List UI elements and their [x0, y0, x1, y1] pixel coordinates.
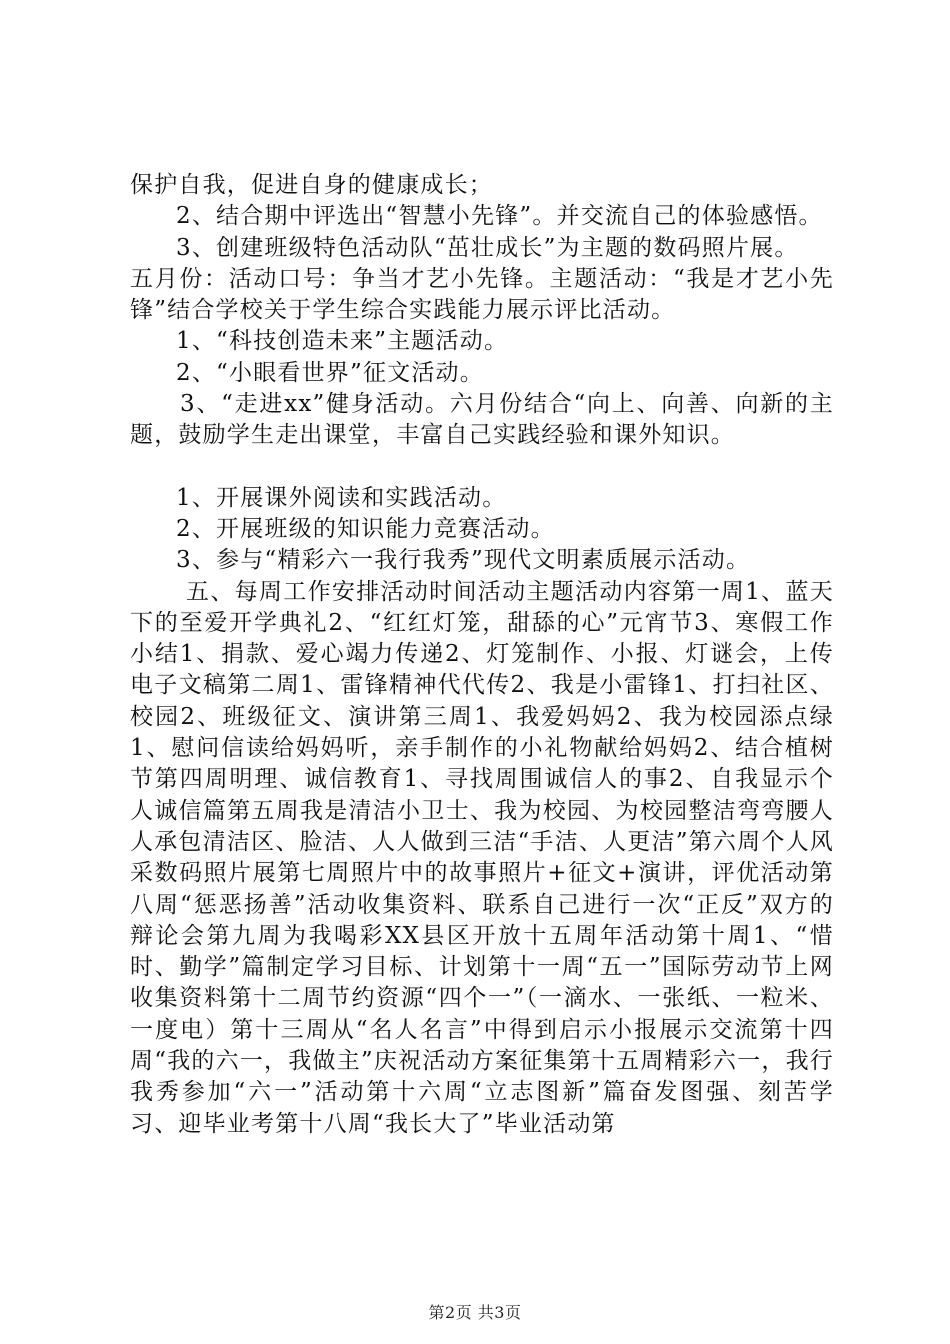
paragraph-7: 3、“走进xx”健身活动。六月份结合“向上、向善、向新的主题，鼓励学生走出课堂，丰富自己实践经验和课外知识。	[130, 391, 834, 449]
document-body	[130, 170, 834, 1140]
paragraph-9: 2、开展班级的知识能力竞赛活动。	[176, 515, 555, 542]
paragraph-gap	[130, 452, 834, 483]
paragraph-10: 3、参与“精彩六一我行我秀”现代文明素质展示活动。	[176, 547, 751, 574]
paragraph-8: 1、开展课外阅读和实践活动。	[176, 484, 507, 511]
paragraph-11: 五、每周工作安排活动时间活动主题活动内容第一周1、蓝天下的至爱开学典礼2、“红红灯笼，甜舔的心”元宵节3、寒假工作小结1、捐款、爱心竭力传递2、灯笼制作、小报、灯谜会，上传电子文稿第二周1、雷锋精神代代传2、我是小雷锋1、打扫社区、校园2、班级征文、演讲第三周1、我爱妈妈2、我为校园添点绿1、慰问信读给妈妈听，亲手制作的小礼物献给妈妈2、结合植树节第四周明理、诚信教育1、寻找周围诚信人的事2、自我显示个人诚信篇第五周我是清洁小卫士、我为校园、为校园整洁弯弯腰人人承包清洁区、脸洁、人人做到三洁“手洁、人更洁”第六周个人风采数码照片展第七周照片中的故事照片+征文+演讲，评优活动第八周“惩恶扬善”活动收集资料、联系自己进行一次“正反”双方的辩论会第九周为我喝彩XX县区开放十五周年活动第十周1、“惜时、勤学”篇制定学习目标、计划第十一周“五一”国际劳动节上网收集资料第十二周节约资源“四个一”（一滴水、一张纸、一粒米、一度电）第十三周从“名人名言”中得到启示小报展示交流第十四周“我的六一，我做主”庆祝活动方案征集第十五周精彩六一，我行我秀参加“六一”活动第十六周“立志图新”篇奋发图强、刻苦学习、迎毕业考第十八周“我长大了”毕业活动第	[130, 578, 834, 1137]
paragraph-4: 五月份：活动口号：争当才艺小先锋。主题活动：“我是才艺小先锋”结合学校关于学生综合实践能力展示评比活动。	[130, 265, 834, 324]
page-footer: 第2页 共3页	[428, 1303, 522, 1322]
paragraph-2: 2、结合期中评选出“智慧小先锋”。并交流自己的体验感悟。	[176, 203, 823, 230]
paragraph-5: 1、“科技创造未来”主题活动。	[176, 328, 509, 355]
paragraph-3: 3、创建班级特色活动队“茁壮成长”为主题的数码照片展。	[176, 234, 799, 261]
paragraph-6: 2、“小眼看世界”征文活动。	[176, 359, 484, 386]
paragraph-1: 保护自我，促进自身的健康成长；	[130, 172, 493, 198]
